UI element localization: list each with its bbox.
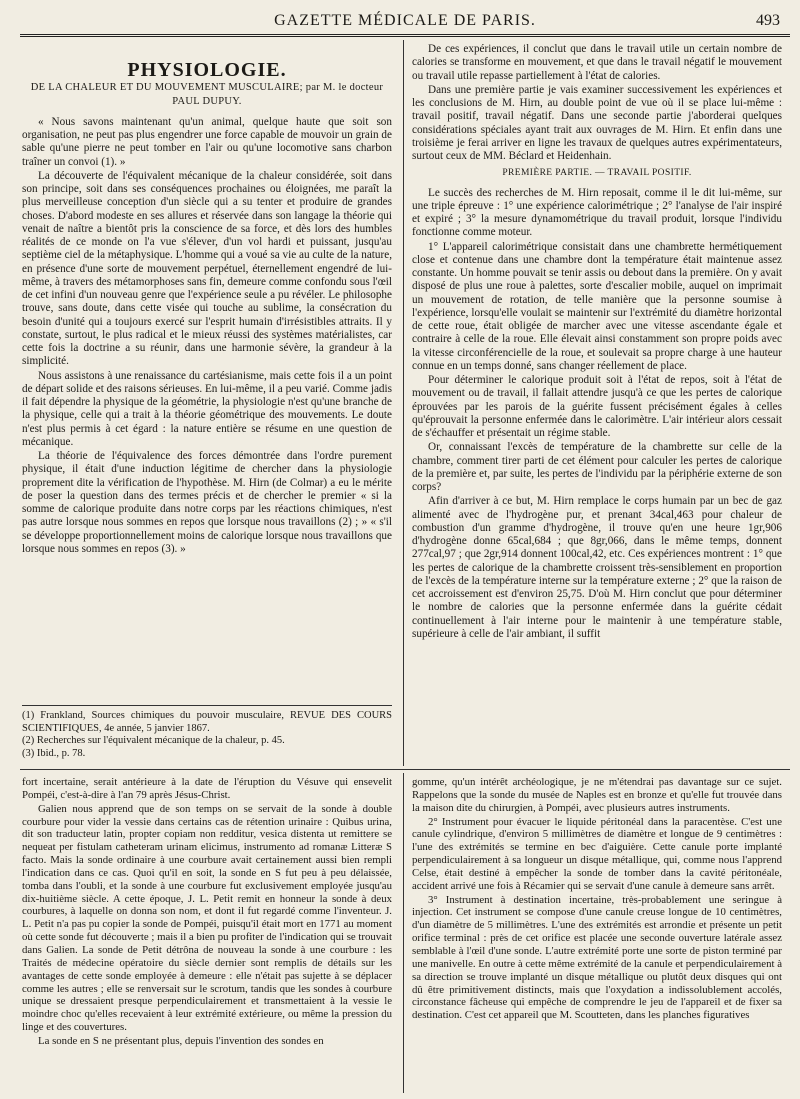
lower-right-column xyxy=(412,776,782,1023)
right-column xyxy=(412,43,782,642)
paragraph: 3° Instrument à destination incertaine, très-probablement une seringue à injection. Cet instrument se compose d'une canule creuse longue de 10 centimètres, d'un diamètre de 5 millimètres. L'une des extrémités est arrondie et présente un petit orifice terminal : près de cet orifice est placée une seconde ouverture latérale assez semblable à l'œil d'une sonde. L'autre extrémité porte une sorte de piston terminé par une manivelle. En outre à cette même extrémité de la canule et perpendiculairement à sa direction se trouve implanté un disque métallique ou plutôt deux disques qui ont dû être primitivement distincts, mais que l'oxydation a indissolublement accolés, circonstance fâcheuse qui empêche de comprendre le jeu de l'appareil et de fixer sa destination. C'est cet appareil que M. Scoutteten, dans les planches figuratives xyxy=(412,893,782,1022)
paragraph: Dans une première partie je vais examiner successivement les expériences et les conclusions de M. Hirn, au double point de vue où il se place lui-même : travail positif, travail négatif. Dans une seconde partie j'aborderai quelques considérations spéciales ayant trait aux ouvrages de M. Hirn. Et enfin dans une troisième je ferai arriver en ligne les travaux de quelques autres expérimentateurs, surtout ceux de MM. Béclard et Heidenhain. xyxy=(412,83,782,162)
upper-column-rule xyxy=(403,40,404,766)
paragraph: La découverte de l'équivalent mécanique de la chaleur considérée, soit dans son principe, soit dans ses conséquences prochaines ou éloignées, me paraît la plus merveilleuse conception d'un siècle qui a su tenter et produire de grandes choses. D'abord modeste en ses allures et réservée dans son langage la théorie qui venait de naître a bientôt pris la conscience de sa force, et dès lors des humbles réalités de ce monde on l'a vue s'élever, d'un vol hardi et puissant, jusqu'au septième ciel de la métaphysique. L'homme qui a voué sa vie au culte de la nature, en présence d'une sorte de mouvement perpétuel, éternellement engendré de lui-même, à travers des métamorphoses sans fin, demeure comme confondu sous l'œil de cet infini d'un nouveau genre que l'expérience seule a pu révéler. Le philosophe trouve, sans doute, dans cette visée qui touche au sublime, la consécration du besoin d'unité qui a toujours exercé sur l'esprit humain d'irrésistibles attraits. Il y constate, surtout, le plus radical et le mieux réussi des systèmes matérialistes, car cette fois la doctrine a su réunir, dans une harmonie sévère, la grandeur à la simplicité. xyxy=(22,169,392,368)
page-header xyxy=(20,10,790,37)
paragraph: Or, connaissant l'excès de température de la chambrette sur celle de la chambre, comment tirer parti de cet élément pour calculer les pertes de calorique de la première et, par suite, les pertes de l'individu par la périphérie externe de son corps? xyxy=(412,441,782,493)
section-title: PHYSIOLOGIE. xyxy=(127,59,287,81)
paragraph: 2° Instrument pour évacuer le liquide péritonéal dans la paracentèse. C'est une canule cylindrique, d'environ 5 millimètres de diamètre et longue de 9 centimètres : l'une des extrémités se termine en bec d'aiguière. Cette canule porte implanté perpendiculairement à sa longueur un disque métallique, qui, comme nous l'apprend Celse, était destiné à empêcher la sonde de tomber dans la cavité péritonéale, accident arrivé une fois à Récamier qui se servait d'une canule à demeure sans arrêt. xyxy=(412,815,782,892)
article-title: DE LA CHALEUR ET DU MOUVEMENT MUSCULAIRE; par M. le docteur PAUL DUPUY. xyxy=(30,82,384,107)
paragraph: Le succès des recherches de M. Hirn reposait, comme il le dit lui-même, sur une triple épreuve : 1° une expérience calorimétrique ; 2° l'analyse de l'air inspiré et expiré ; 3° la mesure dynamométrique du travail produit, lorsque l'individu fonctionne comme moteur. xyxy=(412,186,782,239)
footnote: (1) Frankland, Sources chimiques du pouvoir musculaire, REVUE DES COURS SCIENTIFIQUES, 4e année, 5 janvier 1867. xyxy=(22,710,392,734)
footnote-rule xyxy=(22,705,392,706)
lower-column-rule xyxy=(403,773,404,1093)
epigraph-quote: « Nous savons maintenant qu'un animal, quelque haute que soit son organisation, ne peut pas plus engendrer une force capable de mouvoir un grain de sable qu'une pierre ne peut tomber en l'air ou qu'une locomotive sans charbon traîner un convoi (1). » xyxy=(22,115,392,168)
journal-title: GAZETTE MÉDICALE DE PARIS. xyxy=(274,12,536,29)
left-column xyxy=(22,59,392,557)
page-number: 493 xyxy=(756,12,780,29)
paragraph: fort incertaine, serait antérieure à la date de l'éruption du Vésuve qui ensevelit Pompéi, c'est-à-dire à l'an 79 après Jésus-Christ. xyxy=(22,776,392,801)
lower-left-column xyxy=(22,776,392,1049)
footnote: (2) Recherches sur l'équivalent mécanique de la chaleur, p. 45. xyxy=(22,735,285,746)
footnote: (3) Ibid., p. 78. xyxy=(22,747,86,759)
part-title: PREMIÈRE PARTIE. — TRAVAIL POSITIF. xyxy=(502,168,692,179)
paragraph: Nous assistons à une renaissance du cartésianisme, mais cette fois il a un point de départ solide et des raisons sérieuses. En lui-même, il a peu varié. Comme jadis il fait dépendre la physique de la géométrie, la physiologie n'est qu'une branche de la physique, celle qui a trait à la théorie géométrique des mouvements. Le doute n'est plus permis à cet égard : la nature entière se résume en une question de mécanique. xyxy=(22,369,392,448)
paragraph: Afin d'arriver à ce but, M. Hirn remplace le corps humain par un bec de gaz alimenté avec de l'hydrogène pur, et prenant 34cal,463 pour chaleur de combustion d'un gramme d'hydrogène, il trouve qu'en une heure 1gr,906 d'hydrogène donne 65cal,684 ; que 8gr,066, dans le même temps, donnent 277cal,97 ; que 2gr,914 donnent 100cal,42, etc. Ces expériences montrent : 1° que les pertes de calorique de la chambrette croissent très-sensiblement en proportion de l'excès de la température interne sur la température externe ; 2° que la raison de cet accroissement est d'environ 25,75. D'où M. Hirn conclut que pour déterminer le nombre de calories que la personne enfermée dans la guérite cédait continuellement à l'air interne pour le maintenir à une température stable, supérieure à celle de l'air ambiant, il suffit xyxy=(412,495,782,640)
footnotes xyxy=(22,710,392,760)
section-divider xyxy=(20,769,790,770)
paragraph: Galien nous apprend que de son temps on se servait de la sonde à double courbure pour vider la vessie dans certains cas de rétention urinaire : Quibus urina, dit son traducteur latin, propter copiam non redditur, vesica distenta ut remittere se nequeat per fistulam catheteram urinam elicimus, instrumento ad romanæ Litteræ S facto. Mais la sonde ordinaire à une courbure avait certainement aussi bien rempli l'indication dans ce cas. Quoi qu'il en soit, la sonde en S fut peu à peu délaissée, tomba dans l'oubli, et la sonde à une courbure fut exclusivement employée jusqu'au dix-huitième siècle. A cette époque, J. L. Petit remit en honneur la sonde à deux courbures, à laquelle on donna son nom, et dont il fut regardé comme l'inventeur. J. L. Petit n'a pas pu copier la sonde de Pompéi, puisqu'il était mort en 1771 au moment où cette sonde fut découverte ; mais il a bien pu profiter de l'indication qui se trouvait dans Galien. La sonde de Petit détrôna de nouveau la sonde à une courbure : les Traités de médecine opératoire du siècle dernier sont remplis de détails sur les avantages de cette sonde employée à demeure : elle n'était pas sujette à se déplacer comme les autres ; elle se renversait sur le scrotum, tandis que les sondes à courbure unique se dressaient presque perpendiculairement et transmettaient à la vessie le moindre choc qu'elles recevaient à leur extrémité extérieure, ou même la pression du linge et des couvertures. xyxy=(22,802,392,1034)
paragraph: 1° L'appareil calorimétrique consistait dans une chambrette hermétiquement close et contenue dans une chambre dont la température était maintenue assez constante. Un homme pouvait se tenir assis ou debout dans la première. On y avait disposé de plus une roue à palettes, sorte d'escalier mobile, auquel on imprimait un mouvement de rotation, de telle manière que la personne soumise à l'expérience, lorsqu'elle voulait se maintenir sur l'extrémité du diamètre horizontal de cette roue, était obligée de marcher avec une vitesse ascendante égale et contraire à celle de la roue. Elle élevait ainsi constamment son propre poids avec la vitesse circonférencielle de la roue, et soulevait sa propre charge à une hauteur connue en un temps donné, sans changer réellement de place. xyxy=(412,240,782,372)
paragraph: De ces expériences, il conclut que dans le travail utile un certain nombre de calories se transforme en mouvement, et que dans le travail négatif le mouvement ou travail utile repasse partiellement à l'état de calories. xyxy=(412,43,782,82)
paragraph: La sonde en S ne présentant plus, depuis l'invention des sondes en xyxy=(38,1034,324,1047)
paragraph: gomme, qu'un intérêt archéologique, je ne m'étendrai pas davantage sur ce sujet. Rappelons que la sonde du musée de Naples est en bronze et qu'elle fut trouvée dans la maison dite du chirurgien, à Pompéi, avec plusieurs autres instruments. xyxy=(412,776,782,814)
paragraph: La théorie de l'équivalence des forces démontrée dans l'ordre purement physique, il était d'une induction légitime de chercher dans la physiologie proprement dite la vérification de l'hypothèse. M. Hirn (de Colmar) a eu le mérite de poser la question dans des termes précis et de chercher le premier « si la somme de calorique produite dans notre corps par les réactions chimiques, n'est pas autre lorsque nous sommes en repos que lorsque nous travaillons (2) ; » « s'il se développe proportionnellement moins de calorique lorsque nous travaillons que lorsque nous sommes en repos (3). » xyxy=(22,450,392,555)
paragraph: Pour déterminer le calorique produit soit à l'état de repos, soit à l'état de mouvement ou de travail, il fallait attendre jusqu'à ce que les pertes de calorique éprouvées par les parois de la guérite fussent précisément égales à celles qu'éprouvait la personne enfermée dans le calorimètre. L'air intérieur alors cessait de s'échauffer et présentait un régime stable. xyxy=(412,374,782,439)
